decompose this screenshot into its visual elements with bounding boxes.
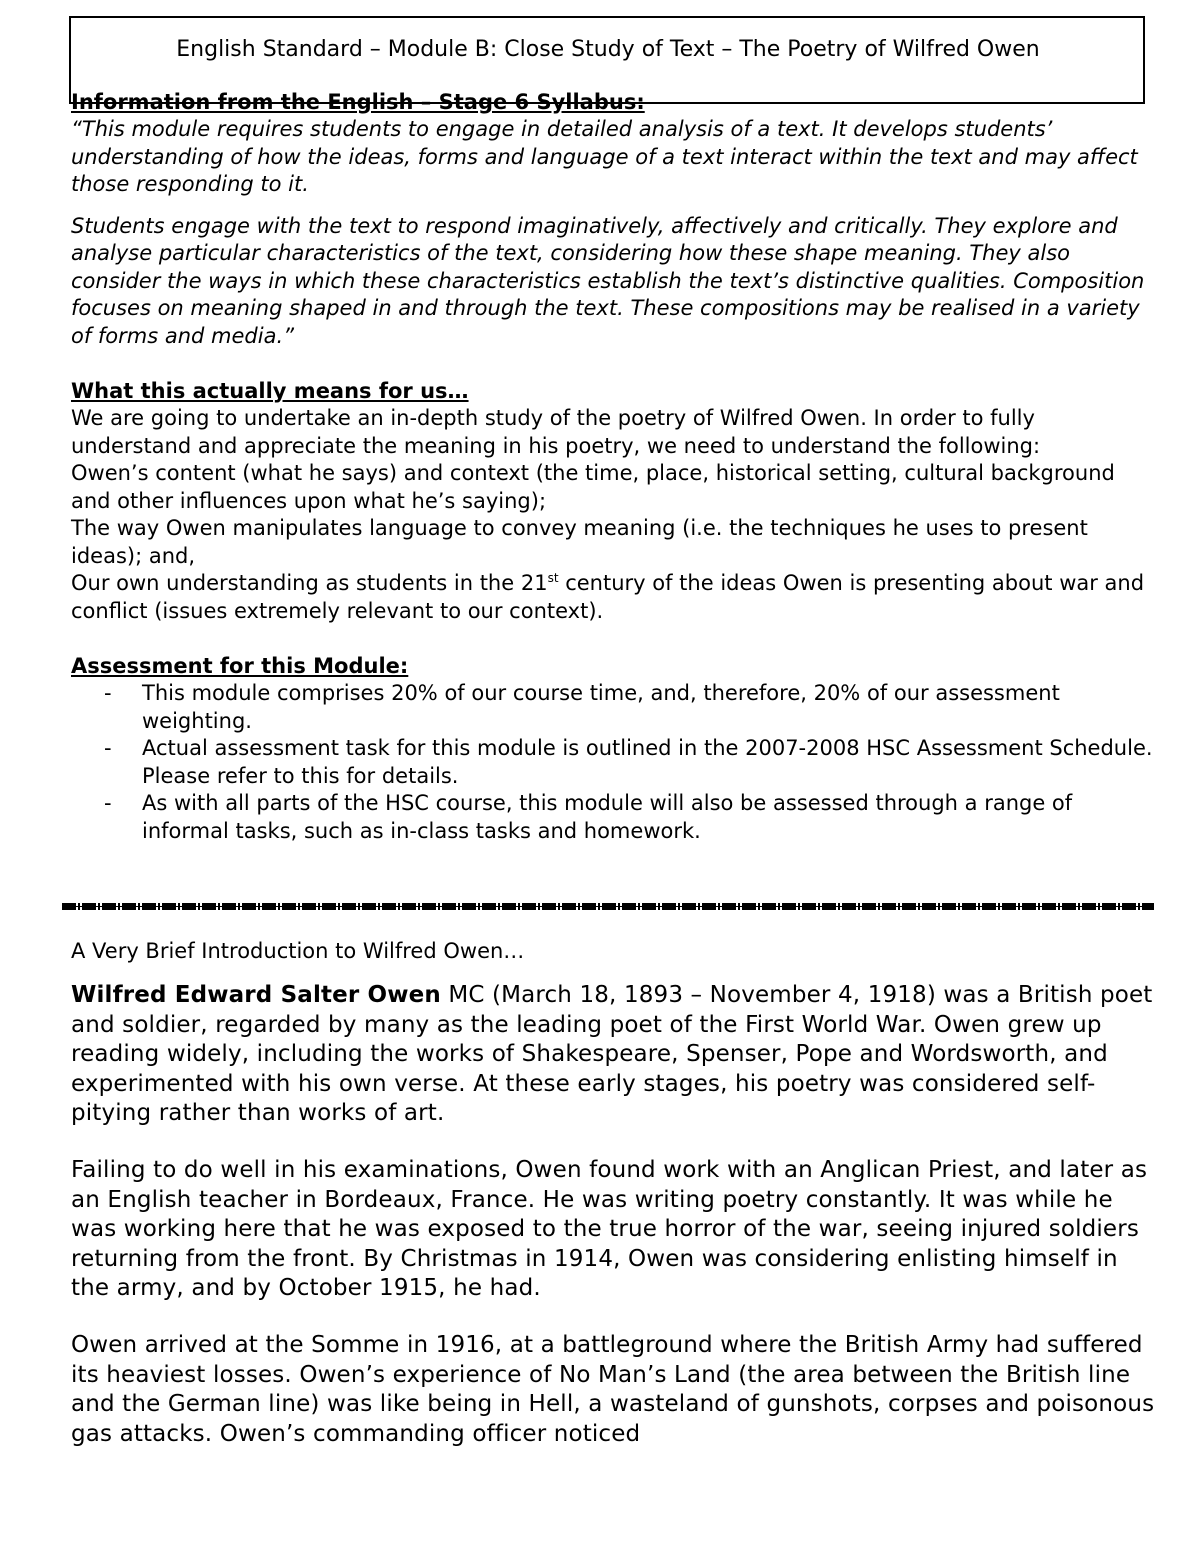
owen-full-name: Wilfred Edward Salter Owen [71, 982, 441, 1008]
dash-bullet: - [104, 736, 112, 760]
assessment-list [71, 680, 1156, 845]
meaning-intro: We are going to undertake an in-depth study of the poetry of Wilfred Owen. In order to fully understand and appreciate the meaning in his poetry, we need to understand the following: [71, 406, 1041, 458]
bio-paragraph-2: Failing to do well in his examinations, Owen found work with an Anglican Priest, and later as an English teacher in Bordeaux, France. He was writing poetry constantly. It was while he was working here that he was exposed to the true horror of the war, seeing injured soldiers returning from the front. By Christmas in 1914, Owen was considering enlisting himself in the army, and by October 1915, he had. [71, 1156, 1148, 1302]
meaning-heading: What this actually means for us… [71, 379, 469, 403]
meaning-point-understanding: Our own understanding as students in the 21st century of the ideas Owen is presenting about war and conflict (issues extremely relevant to our context). [71, 571, 1145, 623]
syllabus-quote-paragraph-1: “This module requires students to engage in detailed analysis of a text. It develops students’ understanding of how the ideas, forms and language of a text interact within the text and may affect those responding to it. [71, 117, 1138, 196]
meaning-point-language: The way Owen manipulates language to convey meaning (i.e. the techniques he uses to present ideas); and, [71, 516, 1088, 568]
syllabus-heading: Information from the English – Stage 6 Syllabus: [71, 90, 645, 114]
owen-introduction [71, 936, 1156, 1449]
dash-bullet: - [104, 681, 112, 705]
syllabus-quote-paragraph-2: Students engage with the text to respond imaginatively, affectively and critically. They explore and analyse particular characteristics of the text, considering how these shape meaning. They also consider the ways in which these characteristics establish the text’s distinctive qualities. Composition focuses on meaning shaped in and through the text. These compositions may be realised in a variety of forms and media.” [71, 213, 1145, 348]
meaning-point-content: Owen’s content (what he says) and context (the time, place, historical setting, cultural background and other influences upon what he’s saying); [71, 461, 1115, 513]
syllabus-section [71, 88, 1156, 845]
list-item: - This module comprises 20% of our course time, and, therefore, 20% of our assessment weighting. [104, 681, 1060, 733]
bio-paragraph-1: Wilfred Edward Salter Owen MC (March 18, 1893 – November 4, 1918) was a British poet and soldier, regarded by many as the leading poet of the First World War. Owen grew up reading widely, including the works of Shakespeare, Spenser, Pope and Wordsworth, and experimented with his own verse. At these early stages, his poetry was considered self-pitying rather than works of art. [71, 982, 1153, 1127]
bio-paragraph-3: Owen arrived at the Somme in 1916, at a battleground where the British Army had suffered its heaviest losses. Owen’s experience of No Man’s Land (the area between the British line and the German line) was like being in Hell, a wasteland of gunshots, corpses and poisonous gas attacks. Owen’s commanding officer noticed [71, 1331, 1155, 1447]
section-divider [62, 903, 1154, 910]
intro-title: A Very Brief Introduction to Wilfred Owen… [71, 939, 525, 963]
dash-bullet: - [104, 791, 112, 815]
page-title: English Standard – Module B: Close Study of Text – The Poetry of Wilfred Owen [176, 37, 1040, 62]
list-item: - Actual assessment task for this module is outlined in the 2007-2008 HSC Assessment Schedule. Please refer to this for details. [104, 736, 1153, 788]
list-item: - As with all parts of the HSC course, this module will also be assessed through a range of informal tasks, such as in-class tasks and homework. [104, 791, 1073, 843]
assessment-heading: Assessment for this Module: [71, 654, 409, 678]
